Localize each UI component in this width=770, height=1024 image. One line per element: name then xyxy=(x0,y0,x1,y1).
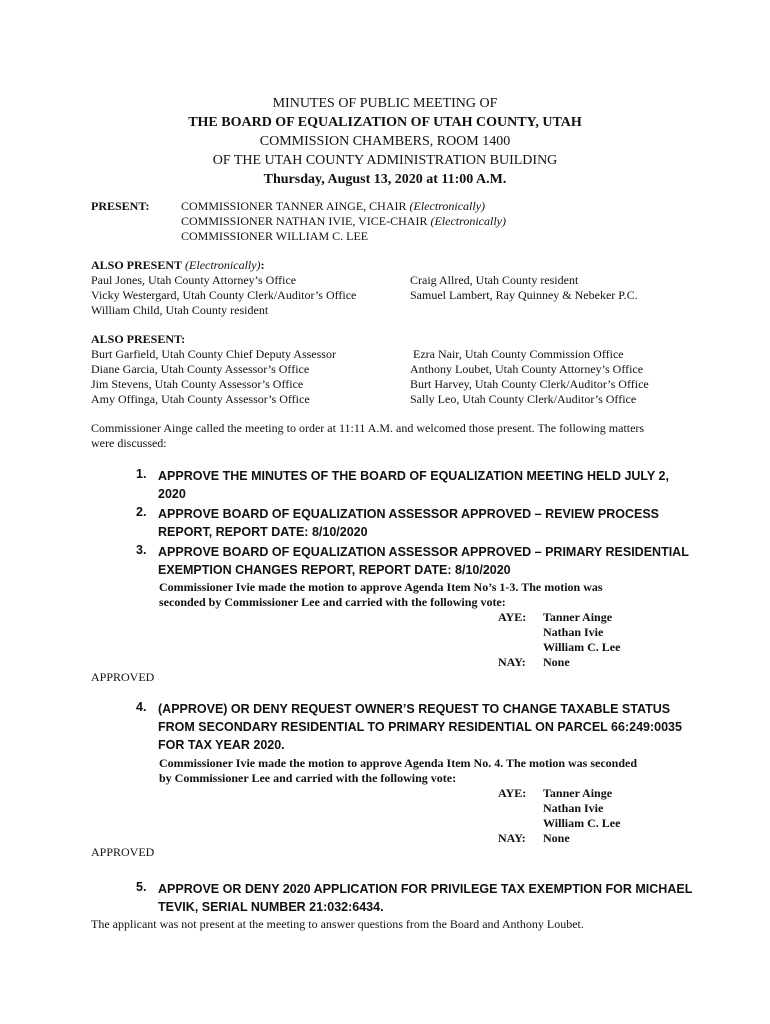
present-member-3: COMMISSIONER WILLIAM C. LEE xyxy=(181,229,369,243)
present-member-1: COMMISSIONER TANNER AINGE, CHAIR (Electronically) xyxy=(181,199,486,213)
intro-line-2: were discussed: xyxy=(91,436,167,450)
motion-1-line-2: seconded by Commissioner Lee and carried with the following vote: xyxy=(159,595,506,609)
title-line-4: OF THE UTAH COUNTY ADMINISTRATION BUILDING xyxy=(212,153,558,168)
motion-2-line-2: by Commissioner Lee and carried with the following vote: xyxy=(159,771,457,785)
present-label: PRESENT: xyxy=(91,199,150,213)
motion-2-line-1: Commissioner Ivie made the motion to approve Agenda Item No. 4. The motion was seconded xyxy=(159,756,638,770)
aye-voter: William C. Lee xyxy=(543,816,621,830)
result-approved: APPROVED xyxy=(91,845,155,859)
attendee-left: Jim Stevens, Utah County Assessor’s Office xyxy=(91,377,304,391)
agenda-item-number: 3. xyxy=(136,543,147,557)
nay-voter: None xyxy=(543,831,570,845)
agenda-item-number: 5. xyxy=(136,880,147,894)
agenda-item-number: 1. xyxy=(136,467,147,481)
intro-line-1: Commissioner Ainge called the meeting to order at 11:11 A.M. and welcomed those present. The following matters xyxy=(91,421,645,435)
attendee-left: Burt Garfield, Utah County Chief Deputy Assessor xyxy=(91,347,336,361)
aye-label: AYE: xyxy=(498,786,527,800)
title-line-3: COMMISSION CHAMBERS, ROOM 1400 xyxy=(259,134,511,149)
attendee-right: Burt Harvey, Utah County Clerk/Auditor’s Office xyxy=(410,377,649,391)
also-present-label: ALSO PRESENT: xyxy=(91,332,186,346)
agenda-item-text: (APPROVE) OR DENY REQUEST OWNER’S REQUEST TO CHANGE TAXABLE STATUS FROM SECONDARY RESIDENTIAL TO PRIMARY RESIDENTIAL ON PARCEL 66:249:0035 FOR TAX YEAR 2020. xyxy=(158,702,682,752)
aye-voter: Nathan Ivie xyxy=(543,625,604,639)
nay-label: NAY: xyxy=(498,831,526,845)
agenda-item-text: APPROVE THE MINUTES OF THE BOARD OF EQUALIZATION MEETING HELD JULY 2, 2020 xyxy=(158,469,669,501)
title-line-2: THE BOARD OF EQUALIZATION OF UTAH COUNTY, UTAH xyxy=(188,115,582,130)
attendee-right: Samuel Lambert, Ray Quinney & Nebeker P.C. xyxy=(410,288,638,302)
attendee-left: Amy Offinga, Utah County Assessor’s Office xyxy=(91,392,310,406)
attendee-right: Craig Allred, Utah County resident xyxy=(410,273,579,287)
aye-voter: Tanner Ainge xyxy=(543,786,613,800)
motion-1-line-1: Commissioner Ivie made the motion to approve Agenda Item No’s 1-3. The motion was xyxy=(159,580,603,594)
agenda-item-text: APPROVE OR DENY 2020 APPLICATION FOR PRIVILEGE TAX EXEMPTION FOR MICHAEL TEVIK, SERIAL NUMBER 21:032:6434. xyxy=(158,882,693,914)
nay-voter: None xyxy=(543,655,570,669)
agenda-item-text: APPROVE BOARD OF EQUALIZATION ASSESSOR APPROVED – REVIEW PROCESS REPORT, REPORT DATE: 8/10/2020 xyxy=(158,507,659,539)
also-present-electronic-label: ALSO PRESENT (Electronically): xyxy=(91,258,265,272)
agenda-item-number: 4. xyxy=(136,700,147,714)
title-line-5: Thursday, August 13, 2020 at 11:00 A.M. xyxy=(263,172,507,187)
aye-label: AYE: xyxy=(498,610,527,624)
attendee-right: Sally Leo, Utah County Clerk/Auditor’s Office xyxy=(410,392,637,406)
attendee-left: Paul Jones, Utah County Attorney’s Office xyxy=(91,273,297,287)
agenda-item-number: 2. xyxy=(136,505,147,519)
nay-label: NAY: xyxy=(498,655,526,669)
attendee-right: Ezra Nair, Utah County Commission Office xyxy=(413,347,624,361)
result-approved: APPROVED xyxy=(91,670,155,684)
attendee-right: Anthony Loubet, Utah County Attorney’s Office xyxy=(410,362,644,376)
aye-voter: Nathan Ivie xyxy=(543,801,604,815)
attendee-left: Diane Garcia, Utah County Assessor’s Office xyxy=(91,362,310,376)
attendee-left: Vicky Westergard, Utah County Clerk/Auditor’s Office xyxy=(91,288,357,302)
attendee-left: William Child, Utah County resident xyxy=(91,303,269,317)
title-line-1: MINUTES OF PUBLIC MEETING OF xyxy=(272,96,498,111)
agenda-item-text: APPROVE BOARD OF EQUALIZATION ASSESSOR APPROVED – PRIMARY RESIDENTIAL EXEMPTION CHANGES REPORT, REPORT DATE: 8/10/2020 xyxy=(158,545,689,577)
aye-voter: Tanner Ainge xyxy=(543,610,613,624)
closing-text: The applicant was not present at the meeting to answer questions from the Board and Anthony Loubet. xyxy=(91,917,584,931)
present-member-2: COMMISSIONER NATHAN IVIE, VICE-CHAIR (Electronically) xyxy=(181,214,506,228)
aye-voter: William C. Lee xyxy=(543,640,621,654)
